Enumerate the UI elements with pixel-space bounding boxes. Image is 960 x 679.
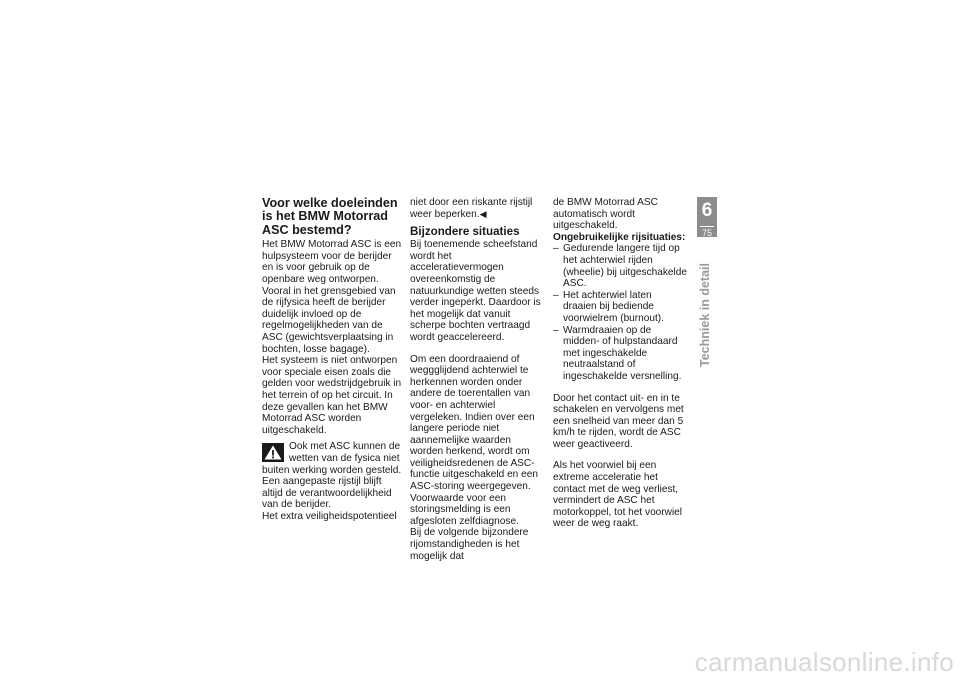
end-mark-icon: ◀ bbox=[479, 208, 487, 219]
paragraph: Het systeem is niet ontworpen voor speciale eisen zoals die gelden voor wedstrijdgebruik in het terrein of op het circuit. In deze gevallen kan het BMW Motorrad ASC worden uitgeschakeld. bbox=[262, 355, 402, 436]
warning-icon bbox=[262, 443, 284, 462]
list-item-text: Warmdraaien op de midden- of hulpstandaard met ingeschakelde neutraalstand of ingeschakelde versnelling. bbox=[563, 324, 682, 382]
column-2 bbox=[410, 197, 543, 562]
list-item-text: Gedurende langere tijd op het achterwiel rijden (wheelie) bij uitgeschakelde ASC. bbox=[563, 243, 687, 290]
page-number: 75 bbox=[701, 228, 712, 238]
paragraph: Bij de volgende bijzondere rijomstandigheden is het mogelijk dat bbox=[410, 527, 529, 562]
dash-mark: – bbox=[553, 289, 559, 301]
list-item bbox=[553, 325, 687, 383]
paragraph: de BMW Motorrad ASC automatisch wordt uitgeschakeld. bbox=[553, 197, 658, 232]
list-item bbox=[553, 290, 687, 325]
warning-note bbox=[262, 441, 404, 511]
section-heading-special-situations: Bijzondere situaties bbox=[410, 225, 520, 239]
dash-mark: – bbox=[553, 324, 559, 336]
paragraph-text: niet door een riskante rijstijl weer beperken. bbox=[410, 197, 533, 220]
column-3 bbox=[553, 197, 687, 530]
paragraph: Door het contact uit- en in te schakelen en vervolgens met een snelheid van meer dan 5 km/h te rijden, wordt de ASC weer geactiveerd. bbox=[553, 392, 684, 450]
dash-list bbox=[553, 243, 687, 382]
subheading-unusual-situations: Ongebruikelijke rijsituaties: bbox=[553, 231, 686, 243]
dash-mark: – bbox=[553, 243, 559, 255]
list-item bbox=[553, 243, 687, 289]
paragraph: Als het voorwiel bij een extreme acceleratie het contact met de weg verliest, vermindert de ASC het motorkoppel, tot het voorwiel weer de weg raakt. bbox=[553, 460, 683, 530]
tab-divider bbox=[700, 226, 714, 227]
section-heading-asc-purpose: Voor welke doeleinden is het BMW Motorrad ASC bestemd? bbox=[262, 196, 398, 237]
paragraph bbox=[410, 197, 543, 220]
paragraph: Om een doordraaiend of weggglijdend achterwiel te herkennen worden onder andere de toerentallen van voor- en achterwiel vergeleken. Indien over een langere periode niet aannemelijke waarden worden herkend, wordt om veiligheidsredenen de ASC-functie uitgeschakeld en een ASC-storing weergegeven. Voorwaarde voor een storingsmelding is een afgesloten zelfdiagnose. bbox=[410, 353, 538, 527]
chapter-number: 6 bbox=[701, 200, 713, 221]
paragraph: Het BMW Motorrad ASC is een hulpsysteem voor de berijder en is voor gebruik op de openbare weg ontworpen. Vooral in het grensgebied van de rijfysica heeft de berijder duidelijk invloed op de regelmogelijkheden van de ASC (gewichtsverplaatsing in bochten, losse bagage). bbox=[262, 239, 402, 355]
list-item-text: Het achterwiel laten draaien bij bediende voorwielrem (burnout). bbox=[563, 289, 664, 324]
column-1 bbox=[262, 197, 404, 522]
paragraph: Bij toenemende scheefstand wordt het acceleratievermogen overeenkomstig de natuurkundige wetten steeds verder ingeperkt. Daardoor is het mogelijk dat vanuit scherpe bochten vertraagd wordt geaccelereerd. bbox=[410, 239, 541, 343]
warning-text: Ook met ASC kunnen de wetten van de fysica niet buiten werking worden gesteld. Een aangepaste rijstijl blijft altijd de verantwoordelijkheid van de berijder. bbox=[262, 441, 402, 511]
chapter-title-vertical: Techniek in detail bbox=[698, 263, 712, 367]
watermark: carmanualsonline.info bbox=[694, 647, 954, 677]
paragraph: Het extra veiligheidspotentieel bbox=[262, 510, 397, 522]
